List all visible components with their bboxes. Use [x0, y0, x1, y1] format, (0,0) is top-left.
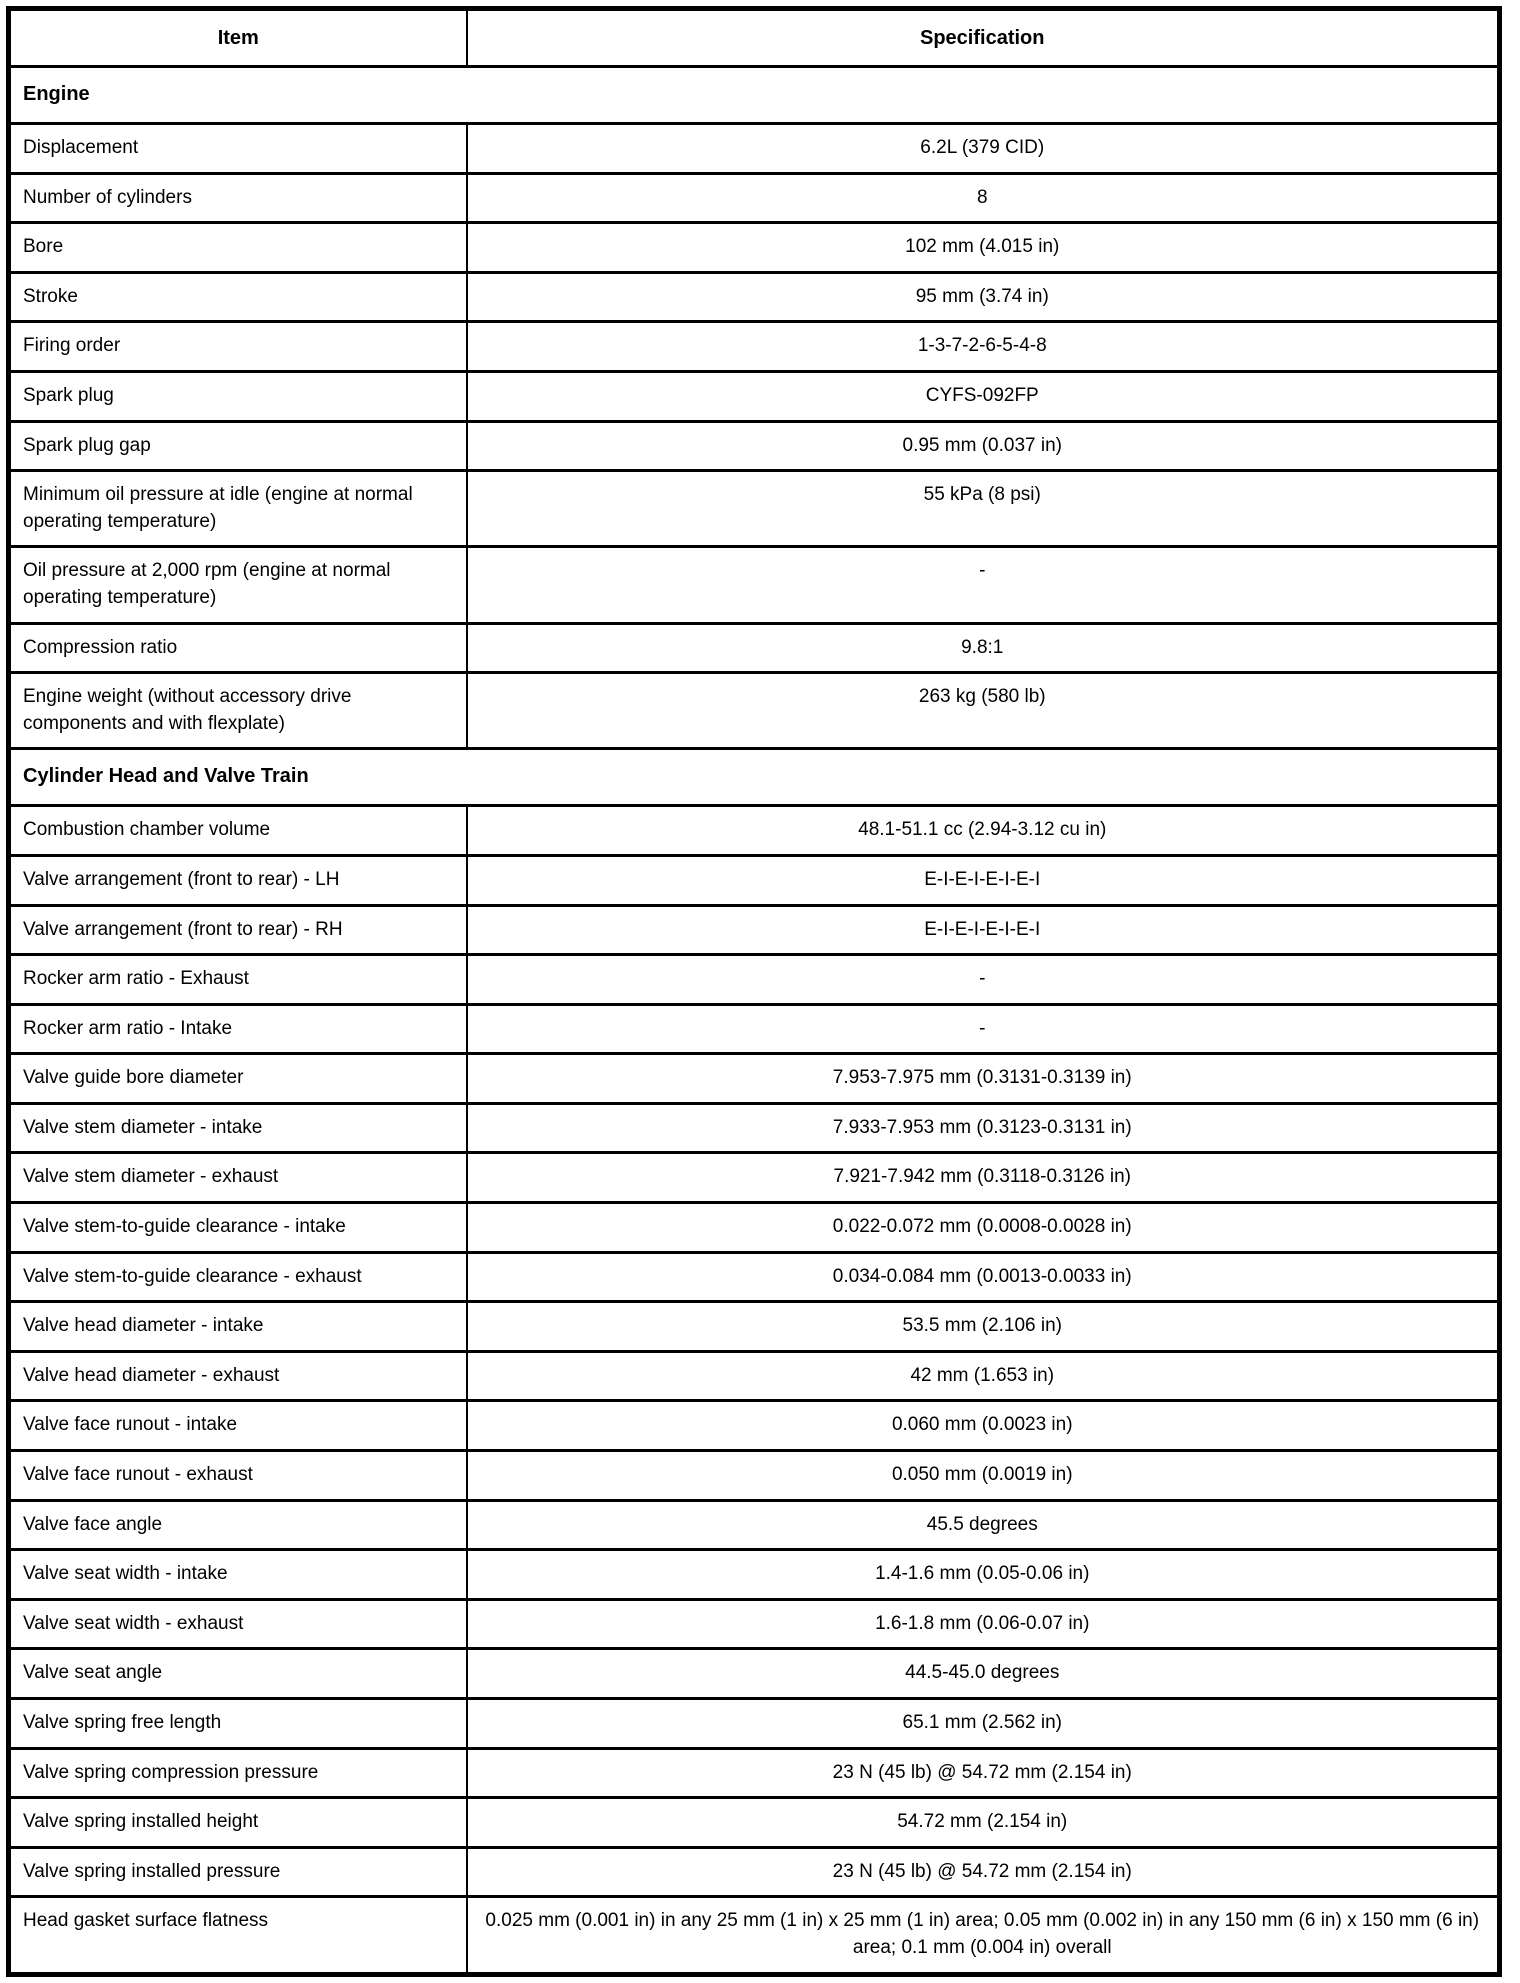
item-cell: Valve seat width - intake	[9, 1550, 467, 1600]
item-cell: Valve head diameter - exhaust	[9, 1351, 467, 1401]
item-cell: Valve stem diameter - intake	[9, 1103, 467, 1153]
table-row	[9, 806, 1500, 856]
table-row	[9, 1004, 1500, 1054]
spec-cell: 7.921-7.942 mm (0.3118-0.3126 in)	[467, 1153, 1500, 1203]
item-cell: Compression ratio	[9, 623, 467, 673]
spec-cell: 54.72 mm (2.154 in)	[467, 1798, 1500, 1848]
item-cell: Valve head diameter - intake	[9, 1302, 467, 1352]
table-row	[9, 905, 1500, 955]
table-row	[9, 1252, 1500, 1302]
item-cell: Valve spring free length	[9, 1699, 467, 1749]
spec-cell: 0.034-0.084 mm (0.0013-0.0033 in)	[467, 1252, 1500, 1302]
item-cell: Oil pressure at 2,000 rpm (engine at normal operating temperature)	[9, 547, 467, 623]
table-row	[9, 1054, 1500, 1104]
table-row	[9, 1550, 1500, 1600]
table-row	[9, 1748, 1500, 1798]
item-cell: Valve stem-to-guide clearance - exhaust	[9, 1252, 467, 1302]
spec-cell: 23 N (45 lb) @ 54.72 mm (2.154 in)	[467, 1748, 1500, 1798]
item-cell: Valve face runout - exhaust	[9, 1451, 467, 1501]
item-cell: Valve face runout - intake	[9, 1401, 467, 1451]
spec-cell: 45.5 degrees	[467, 1500, 1500, 1550]
table-row	[9, 1302, 1500, 1352]
table-row	[9, 1351, 1500, 1401]
table-row	[9, 855, 1500, 905]
spec-cell: 0.060 mm (0.0023 in)	[467, 1401, 1500, 1451]
spec-cell: 6.2L (379 CID)	[467, 124, 1500, 174]
spec-cell: 55 kPa (8 psi)	[467, 471, 1500, 547]
table-row	[9, 223, 1500, 273]
spec-cell: 44.5-45.0 degrees	[467, 1649, 1500, 1699]
spec-cell: 1.4-1.6 mm (0.05-0.06 in)	[467, 1550, 1500, 1600]
table-row	[9, 1153, 1500, 1203]
item-cell: Rocker arm ratio - Exhaust	[9, 955, 467, 1005]
item-cell: Valve guide bore diameter	[9, 1054, 467, 1104]
table-row	[9, 272, 1500, 322]
table-row	[9, 322, 1500, 372]
item-cell: Displacement	[9, 124, 467, 174]
spec-cell: CYFS-092FP	[467, 371, 1500, 421]
item-cell: Bore	[9, 223, 467, 273]
item-cell: Spark plug	[9, 371, 467, 421]
item-cell: Valve spring installed pressure	[9, 1847, 467, 1897]
item-cell: Valve spring installed height	[9, 1798, 467, 1848]
spec-cell: 48.1-51.1 cc (2.94-3.12 cu in)	[467, 806, 1500, 856]
spec-cell: -	[467, 547, 1500, 623]
item-cell: Rocker arm ratio - Intake	[9, 1004, 467, 1054]
item-cell: Valve seat width - exhaust	[9, 1599, 467, 1649]
spec-cell: 65.1 mm (2.562 in)	[467, 1699, 1500, 1749]
item-cell: Number of cylinders	[9, 173, 467, 223]
item-cell: Stroke	[9, 272, 467, 322]
table-row	[9, 1203, 1500, 1253]
table-row	[9, 1103, 1500, 1153]
section-header-row	[9, 67, 1500, 124]
spec-cell: 263 kg (580 lb)	[467, 673, 1500, 749]
spec-cell: 42 mm (1.653 in)	[467, 1351, 1500, 1401]
item-cell: Combustion chamber volume	[9, 806, 467, 856]
item-cell: Valve face angle	[9, 1500, 467, 1550]
spec-cell: 0.95 mm (0.037 in)	[467, 421, 1500, 471]
column-header-specification: Specification	[467, 9, 1500, 67]
spec-table-body	[9, 67, 1500, 1975]
table-row	[9, 124, 1500, 174]
spec-cell: 0.050 mm (0.0019 in)	[467, 1451, 1500, 1501]
spec-cell: E-I-E-I-E-I-E-I	[467, 855, 1500, 905]
table-row	[9, 421, 1500, 471]
item-cell: Engine weight (without accessory drive components and with flexplate)	[9, 673, 467, 749]
item-cell: Valve arrangement (front to rear) - LH	[9, 855, 467, 905]
item-cell: Valve stem diameter - exhaust	[9, 1153, 467, 1203]
table-row	[9, 371, 1500, 421]
spec-cell: 1.6-1.8 mm (0.06-0.07 in)	[467, 1599, 1500, 1649]
spec-cell: 0.025 mm (0.001 in) in any 25 mm (1 in) x 25 mm (1 in) area; 0.05 mm (0.002 in) in any 150 mm (6 in) x 150 mm (6 in) area; 0.1 mm (0.004 in) overall	[467, 1897, 1500, 1974]
item-cell: Valve spring compression pressure	[9, 1748, 467, 1798]
item-cell: Valve arrangement (front to rear) - RH	[9, 905, 467, 955]
spec-cell: 7.953-7.975 mm (0.3131-0.3139 in)	[467, 1054, 1500, 1104]
spec-cell: 1-3-7-2-6-5-4-8	[467, 322, 1500, 372]
table-row	[9, 1897, 1500, 1974]
spec-cell: 95 mm (3.74 in)	[467, 272, 1500, 322]
item-cell: Head gasket surface flatness	[9, 1897, 467, 1974]
spec-cell: 0.022-0.072 mm (0.0008-0.0028 in)	[467, 1203, 1500, 1253]
section-header-row	[9, 749, 1500, 806]
section-header-label: Cylinder Head and Valve Train	[9, 749, 1500, 806]
spec-cell: 9.8:1	[467, 623, 1500, 673]
engine-specification-table	[6, 6, 1502, 1977]
spec-cell: E-I-E-I-E-I-E-I	[467, 905, 1500, 955]
column-header-item: Item	[9, 9, 467, 67]
item-cell: Valve stem-to-guide clearance - intake	[9, 1203, 467, 1253]
spec-cell: 53.5 mm (2.106 in)	[467, 1302, 1500, 1352]
table-row	[9, 1649, 1500, 1699]
item-cell: Spark plug gap	[9, 421, 467, 471]
table-row	[9, 173, 1500, 223]
table-row	[9, 1798, 1500, 1848]
spec-cell: 7.933-7.953 mm (0.3123-0.3131 in)	[467, 1103, 1500, 1153]
table-row	[9, 471, 1500, 547]
table-row	[9, 1699, 1500, 1749]
item-cell: Minimum oil pressure at idle (engine at normal operating temperature)	[9, 471, 467, 547]
item-cell: Valve seat angle	[9, 1649, 467, 1699]
table-row	[9, 1401, 1500, 1451]
spec-cell: 23 N (45 lb) @ 54.72 mm (2.154 in)	[467, 1847, 1500, 1897]
spec-cell: 8	[467, 173, 1500, 223]
spec-cell: 102 mm (4.015 in)	[467, 223, 1500, 273]
item-cell: Firing order	[9, 322, 467, 372]
table-row	[9, 673, 1500, 749]
table-row	[9, 1599, 1500, 1649]
table-row	[9, 1500, 1500, 1550]
section-header-label: Engine	[9, 67, 1500, 124]
table-row	[9, 955, 1500, 1005]
spec-cell: -	[467, 1004, 1500, 1054]
table-row	[9, 623, 1500, 673]
table-row	[9, 1451, 1500, 1501]
header-row	[9, 9, 1500, 67]
table-row	[9, 1847, 1500, 1897]
table-row	[9, 547, 1500, 623]
spec-cell: -	[467, 955, 1500, 1005]
